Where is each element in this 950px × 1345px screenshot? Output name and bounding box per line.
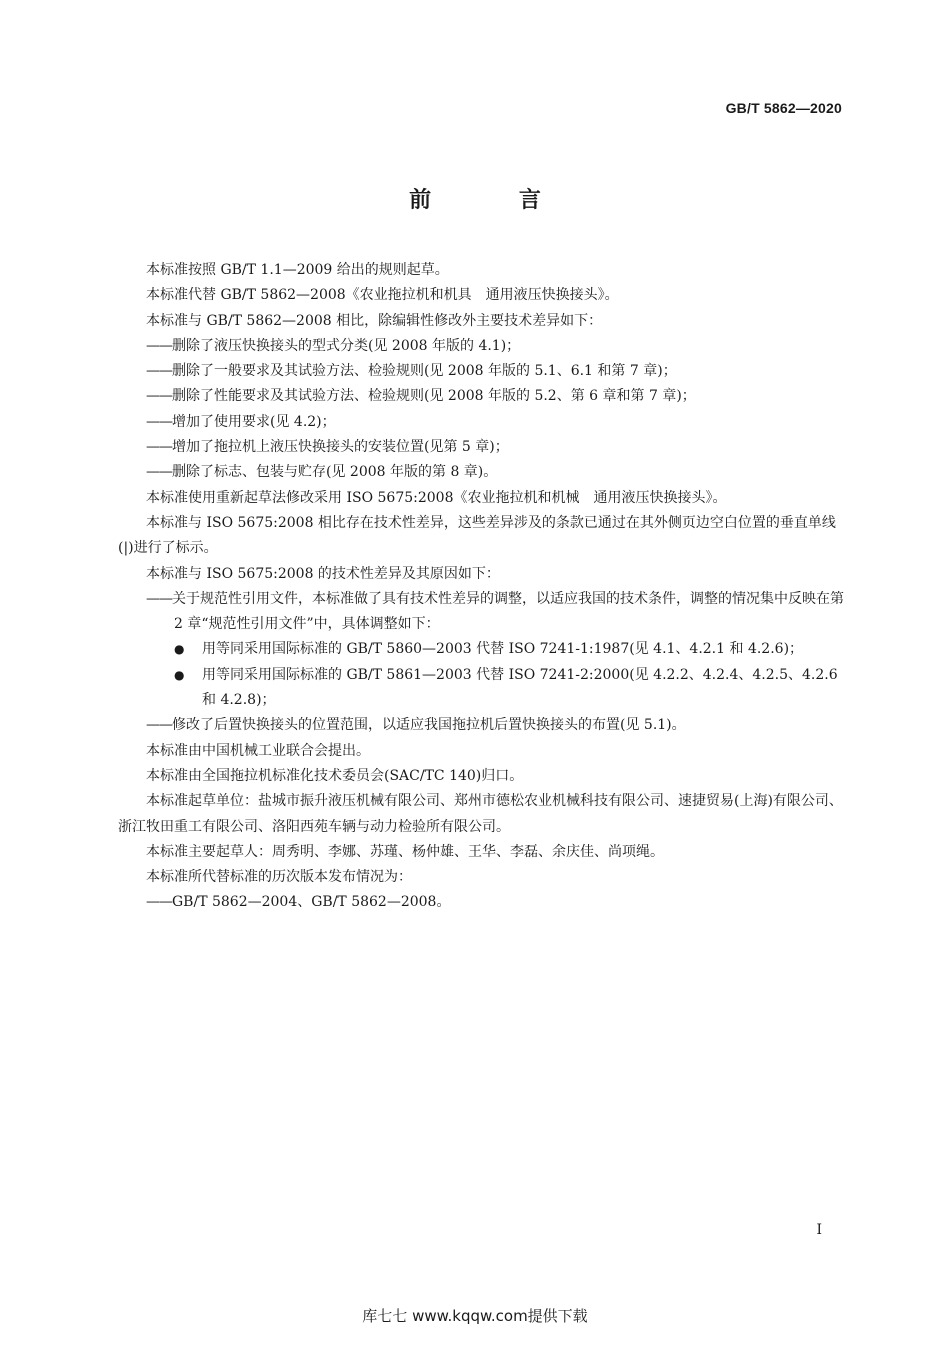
footer-watermark: 库七七 www.kqqw.com提供下载 — [362, 1307, 588, 1325]
dash-list-item — [118, 435, 844, 460]
dash-list-item — [118, 359, 844, 384]
paragraph: 本标准按照 GB/T 1.1—2009 给出的规则起草。 — [146, 262, 449, 278]
bullet-list-item — [118, 663, 844, 714]
bullet-item-text: 用等同采用国际标准的 GB/T 5861—2003 代替 ISO 7241-2:2000(见 4.2.2、4.2.4、4.2.5、4.2.6 和 4.2.8)； — [202, 666, 838, 709]
dash-item-text: 删除了一般要求及其试验方法、检验规则(见 2008 年版的 5.1、6.1 和第 7 章)； — [172, 363, 677, 380]
paragraph: 本标准使用重新起草法修改采用 ISO 5675:2008《农业拖拉机和机械 通用液压快换接头》。 — [146, 489, 727, 506]
dash-item-text: 增加了使用要求(见 4.2)； — [172, 413, 336, 430]
dash-item-text: 删除了液压快换接头的型式分类(见 2008 年版的 4.1)； — [172, 337, 521, 354]
dash-item-text: 增加了拖拉机上液压快换接头的安装位置(见第 5 章)； — [172, 439, 509, 456]
paragraph: 本标准由全国拖拉机标准化技术委员会(SAC/TC 140)归口。 — [146, 767, 524, 784]
bullet-icon: ● — [174, 667, 185, 682]
dash-list-item — [118, 334, 844, 359]
dash-list-item — [118, 890, 844, 915]
paragraph: 本标准由中国机械工业联合会提出。 — [146, 742, 370, 759]
dash-list-item — [118, 713, 844, 738]
bullet-list-item — [118, 637, 844, 662]
dash-item-text: 删除了性能要求及其试验方法、检验规则(见 2008 年版的 5.2、第 6 章和第 7 章)； — [172, 388, 696, 405]
paragraph: 本标准起草单位：盐城市振升液压机械有限公司、郑州市德松农业机械科技有限公司、速捷贸易(上海)有限公司、浙江牧田重工有限公司、洛阳西苑车辆与动力检验所有限公司。 — [118, 793, 843, 835]
dash-item-text: 修改了后置快换接头的位置范围，以适应我国拖拉机后置快换接头的布置(见 5.1)。 — [172, 717, 686, 734]
document-body — [118, 258, 844, 916]
dash-item-text: GB/T 5862—2004、GB/T 5862—2008。 — [172, 894, 451, 911]
page-title: 前 言 — [409, 187, 581, 213]
dash-item-text: 删除了标志、包装与贮存(见 2008 年版的第 8 章)。 — [172, 464, 498, 481]
dash-list-item — [118, 410, 844, 435]
page-number: I — [816, 1222, 822, 1238]
paragraph: 本标准主要起草人：周秀明、李娜、苏瑾、杨仲雄、王华、李磊、余庆佳、尚项绳。 — [146, 843, 664, 860]
bullet-icon: ● — [174, 642, 185, 657]
dash-list-item — [118, 587, 844, 638]
dash-list-item — [118, 460, 844, 485]
paragraph: 本标准代替 GB/T 5862—2008《农业拖拉机和机具 通用液压快换接头》。 — [146, 287, 619, 304]
bullet-item-text: 用等同采用国际标准的 GB/T 5860—2003 代替 ISO 7241-1:1987(见 4.1、4.2.1 和 4.2.6)； — [202, 641, 804, 658]
paragraph: 本标准所代替标准的历次版本发布情况为： — [146, 869, 412, 886]
dash-item-text: 关于规范性引用文件，本标准做了具有技术性差异的调整，以适应我国的技术条件，调整的情况集中反映在第 2 章“规范性引用文件”中，具体调整如下： — [172, 590, 844, 633]
paragraph: 本标准与 ISO 5675:2008 相比存在技术性差异，这些差异涉及的条款已通过在其外侧页边空白位置的垂直单线(|)进行了标示。 — [118, 514, 836, 557]
dash-list-item — [118, 384, 844, 409]
paragraph: 本标准与 ISO 5675:2008 的技术性差异及其原因如下： — [146, 565, 500, 582]
paragraph: 本标准与 GB/T 5862—2008 相比，除编辑性修改外主要技术差异如下： — [146, 312, 603, 329]
standard-number: GB/T 5862—2020 — [725, 100, 842, 116]
